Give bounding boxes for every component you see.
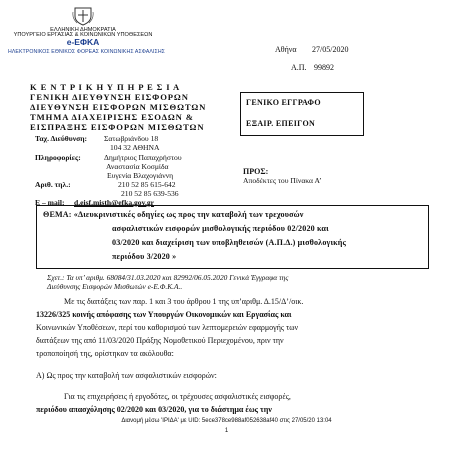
greek-emblem-icon: [72, 6, 94, 26]
subject-line-3: 03/2020 και διαχείριση των υποβληθεισών (Α.Π.Δ.) μισθολογικής: [112, 238, 347, 247]
date-label: Αθήνα: [275, 45, 297, 54]
distribution-footer: Διανομή μέσω 'ΙΡΙΔΑ' με UID: 5ece378ce988af052638af40 στις 27/05/20 13:04: [121, 418, 332, 424]
document-type: ΓΕΝΙΚΟ ΕΓΓΡΑΦΟ: [246, 98, 321, 107]
protocol-label: Α.Π.: [291, 63, 307, 72]
reference-line-2: Διεύθυνσης Εισφορών Μισθωτών e-Ε.Φ.Κ.Α..: [47, 282, 183, 291]
body-line-6: Για τις επιχειρήσεις ή εργοδότες, οι τρέχουσες ασφαλιστικές εισφορές,: [64, 392, 291, 401]
page-number: 1: [224, 428, 229, 434]
info-name-1: Δημήτριος Παπαχρήστου: [104, 153, 182, 162]
classification-box: [240, 92, 364, 136]
urgency-level: ΕΞΑΙΡ. ΕΠΕΙΓΟΝ: [246, 119, 316, 128]
info-name-2: Αναστασία Κοσμίδα: [106, 162, 169, 171]
address-line-2: 104 32 ΑΘΗΝΑ: [110, 143, 160, 152]
phone-line-1: 210 52 85 615-642: [118, 180, 176, 189]
body-line-5: τροποποίησή της, ορίστηκαν τα ακόλουθα:: [36, 349, 174, 358]
address-label: Ταχ. Διεύθυνση:: [35, 134, 88, 143]
department-heading-2: ΕΙΣΠΡΑΞΗΣ ΕΙΣΦΟΡΩΝ ΜΙΣΘΩΤΩΝ: [30, 122, 205, 132]
body-line-1: [64, 297, 303, 306]
info-name-3: Ευγενία Βλαχογιάννη: [107, 171, 174, 180]
body-text: Με τις διατάξεις των παρ. 1 και 3 του άρθρου 1 της υπ’αριθμ. Δ.15/Δ’/οικ.: [64, 297, 304, 306]
directorate-heading: ΔΙΕΥΘΥΝΣΗ ΕΙΣΦΟΡΩΝ ΜΙΣΘΩΤΩΝ: [30, 102, 207, 112]
phone-line-2: 210 52 85 639-536: [121, 189, 179, 198]
efka-full-name: ΗΛΕΚΤΡΟΝΙΚΟΣ ΕΘΝΙΚΟΣ ΦΟΡΕΑΣ ΚΟΙΝΩΝΙΚΗΣ ΑΣΦΑΛΙΣΗΣ: [8, 49, 165, 55]
reference-line-1: Σχετ.: Τα υπ’ αριθμ. 68084/31.03.2020 και 82992/06.05.2020 Γενικά Έγγραφα της: [47, 273, 289, 282]
recipients-value: Αποδέκτες του Πίνακα Α’: [243, 176, 322, 185]
subject-line-2: ασφαλιστικών εισφορών μισθολογικής περιόδου 02/2020 και: [112, 224, 329, 233]
central-service-heading: Κ Ε Ν Τ Ρ Ι Κ Η Υ Π Η Ρ Ε Σ Ι Α: [30, 82, 181, 92]
body-line-4: διατάξεων της από 11/03/2020 Πράξης Νομοθετικού Περιεχομένου, πριν την: [36, 336, 284, 345]
body-line-3: Κοινωνικών Υποθέσεων, περί του καθορισμού των λεπτομερειών εφαρμογής των: [36, 323, 299, 332]
email-label: E – mail:: [35, 198, 65, 207]
subject-box: [36, 205, 429, 269]
body-line-7: περιόδου απασχόλησης 02/2020 και 03/2020, για το διάστημα έως την: [36, 405, 272, 414]
efka-logo: e-ΕΦΚΑ: [66, 37, 100, 47]
phone-label: Αριθ. τηλ.:: [35, 180, 71, 189]
subject-line-4: περιόδου 3/2020 »: [112, 252, 177, 261]
info-label: Πληροφορίες:: [35, 153, 81, 162]
general-directorate-heading: ΓΕΝΙΚΗ ΔΙΕΥΘΥΝΣΗ ΕΙΣΦΟΡΩΝ: [30, 92, 189, 102]
email-link[interactable]: d.eisf.misth@efka.gov.gr: [74, 198, 155, 207]
ministry-line: ΥΠΟΥΡΓΕΙΟ ΕΡΓΑΣΙΑΣ & ΚΟΙΝΩΝΙΚΩΝ ΥΠΟΘΕΣΕΩΝ: [13, 32, 153, 38]
protocol-number: 99892: [314, 63, 334, 72]
section-a-heading: Α) Ως προς την καταβολή των ασφαλιστικών εισφορών:: [36, 371, 217, 380]
government-line: ΕΛΛΗΝΙΚΗ ΔΗΜΟΚΡΑΤΙΑ: [50, 27, 116, 33]
body-line-2: 13226/325 κοινής απόφασης των Υπουργών Οικονομικών και Εργασίας και: [36, 310, 292, 319]
subject-line-1: ΘΕΜΑ: «Διευκρινιστικές οδηγίες ως προς την καταβολή των τρεχουσών: [43, 210, 304, 219]
date-value: 27/05/2020: [312, 45, 349, 54]
recipients-label: ΠΡΟΣ:: [243, 167, 269, 176]
department-heading: ΤΜΗΜΑ ΔΙΑΧΕΙΡΙΣΗΣ ΕΣΟΔΩΝ &: [30, 112, 194, 122]
address-line-1: Σατωβριάνδου 18: [104, 134, 159, 143]
